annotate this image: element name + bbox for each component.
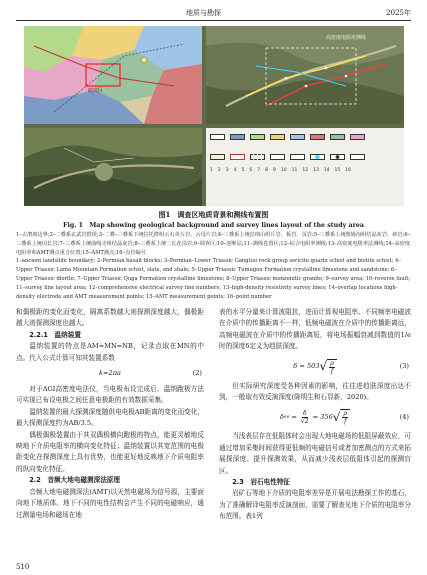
fraction — [329, 360, 335, 375]
paragraph: 表的水平分量来计算波阻抗，进而计算视电阻率。不同频率电磁波在介质中的传播距离不一样，低频电磁波在介质中的传播距离远，高频电磁波在介质中的传播距离短，将电场振幅衰减到数值的1/e时的深度δ定义为趋肤深度。 — [219, 308, 411, 351]
paragraph: 但实际研究深度受各种因素的影响，往往进趋肤深度出达不到，一般取有效反演深度(陈明生和石显新，2020)。 — [219, 381, 411, 402]
fraction-den: √2 — [300, 417, 309, 425]
legend-num: 16 — [345, 168, 352, 173]
legend-num: 4 — [233, 168, 237, 173]
legend-swatch — [330, 154, 345, 160]
legend-numbers — [210, 168, 400, 173]
legend-swatch — [350, 134, 365, 140]
equation-rhs: = 356 — [312, 412, 333, 421]
fraction-num: δ — [302, 409, 307, 417]
paragraph: 岩矿石等地下介质的电阻率差异是开展电法勘探工作的基石，为了准确解译电阻率反演剖面，需要了解查见地下介质的电阻率分布范围。表1列 — [219, 489, 411, 521]
geology-map-panel — [24, 26, 202, 124]
page-number: 510 — [16, 563, 30, 571]
running-header — [16, 8, 411, 20]
section-heading-2-2-1: 2.2.1 温纳装置 — [29, 330, 81, 339]
paragraph: 偶极偶极装置由于其双偶极横向跑极的特点，能更灵敏地反映地下介质电阻率的横向变化特征；温纳装置以其宽范围的电极距变化在探测深度上具有优势，也能更好地反映地下介质电阻率的纵向变化特征。 — [16, 430, 204, 473]
legend-num: 11 — [291, 168, 298, 173]
paragraph: 音频大地电磁测深法(AMT)以天然电磁场为信号源，主要面向地下地质体。地下不同的电性结构会产生不同的电磁响应，通过测量电场和磁场在地 — [16, 487, 204, 519]
legend-swatch — [230, 134, 245, 140]
legend-num: 6 — [249, 168, 253, 173]
legend-swatch — [310, 134, 325, 140]
legend-num: 15 — [334, 168, 341, 173]
left-column — [16, 307, 204, 521]
legend-num: 5 — [241, 168, 245, 173]
equation-number: (2) — [192, 369, 202, 378]
equation-3 — [219, 353, 411, 381]
survey-lines-satellite-panel — [206, 26, 404, 124]
equation-subscript: eo — [284, 414, 290, 420]
legend-num: 8 — [265, 168, 268, 173]
legend-swatch — [330, 134, 345, 140]
satellite-photo-panel — [24, 128, 202, 206]
sqrt-symbol: √ $\frac{\rho}{f}$ — [320, 359, 337, 375]
section-heading-2-3: 2.3 岩石电性特征 — [232, 478, 291, 487]
fraction-num: ρ — [343, 410, 347, 418]
year-label: 2025年 — [386, 9, 411, 17]
legend-num: 9 — [273, 168, 276, 173]
figure-legend-text — [16, 231, 411, 301]
fraction — [301, 410, 309, 425]
legend-swatch — [250, 154, 265, 160]
legend-num: 10 — [280, 168, 287, 173]
legend-text-cn: 1–古潜坡边界;2–二叠系玄武岩群组;3–二叠–三叠系下统拉托群组云石英片岩、云母片岩;4–三叠系上统拉纳山组片岩、板岩、页岩;5–三叠系上统图姆沟组结晶灰岩、砂岩;6–三叠系上统闪长岩;7–三叠系上统曲嘎寺组结晶灰岩;8–三叠系上统二长花岗岩;9–调查区;10–逆断层;11–测线卷置区;12–综合电阻率测线;13–高密度电阻率法测线;14–高密度电阻率和AMT测点重合位置;15–AMT测点;16–点位编号 — [16, 232, 411, 256]
equation-equals: = — [291, 412, 297, 421]
legend-num: 12 — [302, 168, 309, 173]
fraction — [342, 410, 348, 425]
figure-legend-panel — [206, 128, 404, 206]
section-heading-2-2: 2.2 音频大地电磁测深法原理 — [29, 476, 120, 485]
figure-1 — [24, 26, 404, 206]
legend-num: 13 — [313, 168, 319, 173]
paragraph: 温纳装置的最大探测深度随供电电极AB距离的变化而变化，最大探测深度约为AB/3.5。 — [16, 407, 204, 428]
paragraph: 当浅表层存在低阻体时会出现大地电磁场的低阻屏蔽效应，可通过增加采集时间获得更低频的电磁信号或者加密测点的方式来拓展探深度、提升探测效果，从而减少浅表层低阻体引起的探测盲区。 — [219, 432, 411, 475]
equation-number: (3) — [399, 361, 409, 370]
legend-swatch — [210, 134, 225, 140]
fraction-num: ρ — [330, 359, 334, 367]
equation-4 — [219, 403, 411, 431]
right-column — [219, 307, 411, 523]
legend-row-2 — [210, 154, 400, 160]
survey-lines-graphic — [206, 26, 404, 124]
legend-num: 1 — [210, 168, 213, 173]
fraction-den: f — [330, 367, 334, 375]
legend-row-1 — [210, 134, 400, 140]
legend-swatch — [270, 134, 285, 140]
figure-caption-en: Fig. 1 Map showing geological background and survey lines layout of the study area — [62, 222, 364, 229]
satellite-photo-graphic — [24, 128, 202, 206]
legend-num: 14 — [323, 168, 330, 173]
legend-swatch — [270, 154, 285, 160]
sqrt-symbol: √ $\frac{\rho}{f}$ — [333, 409, 350, 425]
journal-name: 地质与勘探 — [186, 9, 221, 17]
header-rule — [16, 20, 411, 21]
study-area-label: 研究区 — [88, 88, 104, 94]
legend-swatch — [230, 154, 245, 160]
legend-swatch — [290, 134, 305, 140]
legend-swatch — [250, 134, 265, 140]
paragraph: 对于AGI高密度电法仪，当电极布设完成后，温纳跑极方法可实现已布设电极之间任意电极距的有效数据采集。 — [16, 385, 204, 405]
fraction-den: f — [344, 418, 347, 426]
equation-2 — [16, 364, 204, 384]
hd-line-label: 高密度电阻率测线 — [326, 35, 367, 41]
paragraph: 温纳装置的特点是AM=MN=NB，记录点取在MN的中点。代入公式计算可知其装置系数 — [16, 342, 204, 362]
legend-swatch — [350, 154, 365, 160]
equation-number: (4) — [399, 412, 409, 421]
geology-map-graphic — [24, 26, 202, 124]
legend-swatch — [310, 154, 325, 160]
paragraph: 和偶极距的变化而变化，隔离系数越大则探测深度越大，偶极距越大则探测深度也越大。 — [16, 308, 204, 328]
equation-lhs: δ = 503 — [293, 361, 320, 370]
legend-text-en: 1–ancient landslide boundary; 2–Permian basalt blocks; 3–Permian–Lower Triassic Gangtuo rock group sericite quartz schist and biotite schist; 4–Upper Triassic Lama Mountain Formation schist, slate, and shale; 5–Upper Triassic Tumugou Formation crystalline limestone and sandstone; 6–Upper Triassic diorite; 7–Upper Triassic Quga Formation crystalline limestone; 8–Upper Triassic monzonitic granite; 9–survey area; 10–reverse fault; 11–survey line layout area; 12–comprehensive electrical survey line numbers; 13–high-density resistivity survey lines; 14–overlap locations high-density electrode and AMT measurement points; 15–AMT measurement points; 16–point number — [16, 258, 411, 300]
equation-body: k=2πa — [99, 369, 121, 378]
figure-caption-cn: 图1 调查区地质背景和测线布置图 — [158, 210, 269, 219]
legend-num: 7 — [257, 168, 261, 173]
legend-num: 3 — [225, 168, 229, 173]
legend-swatch — [210, 154, 225, 160]
legend-swatch — [290, 154, 305, 160]
equation-lhs: δ — [280, 412, 285, 421]
legend-num: 2 — [217, 168, 221, 173]
